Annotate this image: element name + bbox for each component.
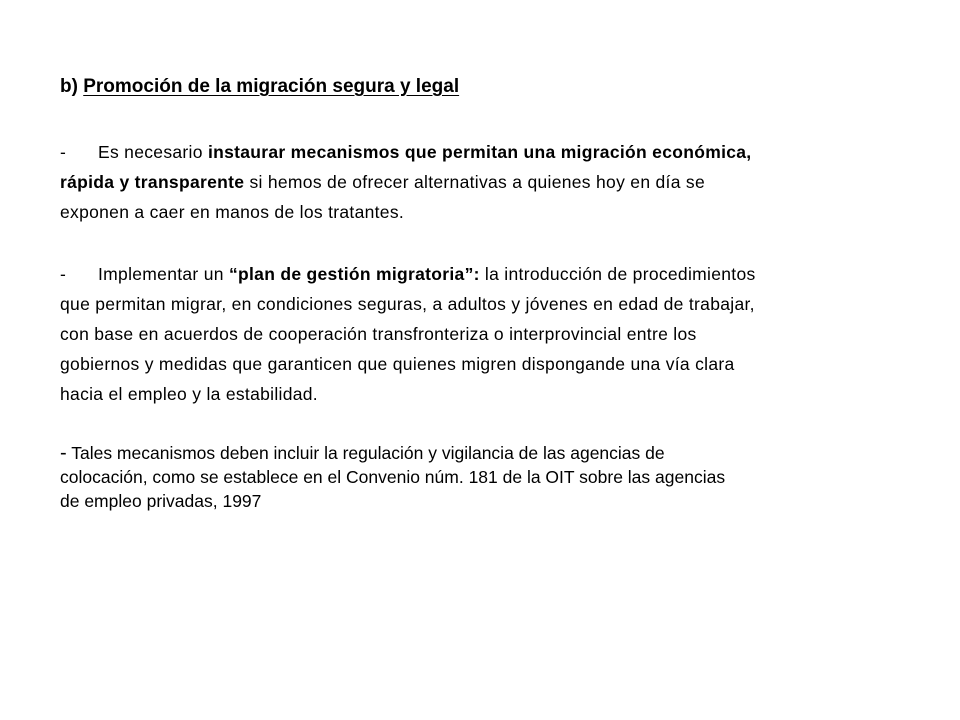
text-bold: “plan de gestión migratoria”: [228, 264, 480, 284]
bullet-dash: - [60, 142, 67, 162]
paragraph-migration-plan [60, 259, 910, 409]
bullet-dash: - [60, 442, 67, 464]
text-normal: Tales mecanismos deben incluir la regulación y vigilancia de las agencias de [66, 443, 665, 463]
text-bold: rápida y transparente [60, 172, 245, 192]
text-normal: Es necesario [98, 142, 208, 162]
paragraph-line: gobiernos y medidas que garanticen que quienes migren dispongande una vía clara [60, 354, 735, 374]
paragraph-line: con base en acuerdos de cooperación transfronteriza o interprovincial entre los [60, 324, 697, 344]
paragraph-line: de empleo privadas, 1997 [60, 491, 262, 511]
section-heading [60, 74, 459, 100]
paragraph-line: colocación, como se establece en el Convenio núm. 181 de la OIT sobre las agencias [60, 467, 726, 487]
paragraph-regulation [60, 441, 910, 513]
paragraph-line: hacia el empleo y la estabilidad. [60, 384, 318, 404]
paragraph-mechanisms [60, 137, 910, 227]
heading-prefix: b) [60, 76, 84, 97]
bullet-dash: - [60, 264, 67, 284]
paragraph-line: exponen a caer en manos de los tratantes. [60, 202, 405, 222]
paragraph-line [60, 259, 910, 289]
text-bold: instaurar mecanismos que permitan una migración económica, [207, 142, 752, 162]
text-normal: Implementar un [98, 264, 229, 284]
text-normal: la introducción de procedimientos [479, 264, 756, 284]
heading-title: Promoción de la migración segura y legal [83, 76, 460, 97]
text-normal: si hemos de ofrecer alternativas a quienes hoy en día se [244, 172, 705, 192]
paragraph-line [60, 137, 910, 167]
paragraph-line: que permitan migrar, en condiciones seguras, a adultos y jóvenes en edad de trabajar, [60, 294, 755, 314]
paragraph-line [60, 441, 910, 465]
paragraph-line [60, 167, 910, 197]
